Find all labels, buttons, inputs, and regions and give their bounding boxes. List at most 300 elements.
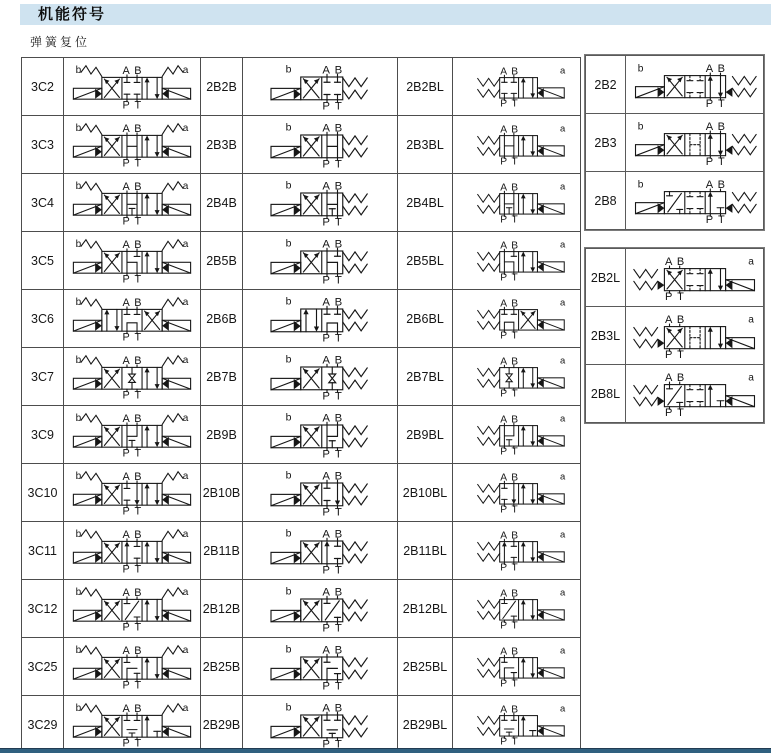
svg-text:T: T bbox=[334, 506, 342, 517]
svg-text:B: B bbox=[134, 412, 142, 425]
valve-symbol-2B5BL bbox=[454, 239, 580, 282]
svg-text:T: T bbox=[134, 447, 142, 458]
symbol-cell bbox=[243, 290, 398, 348]
svg-text:a: a bbox=[559, 355, 565, 367]
symbol-wrap bbox=[453, 406, 580, 463]
model-code: 2B7B bbox=[201, 348, 243, 406]
symbol-cell bbox=[453, 348, 581, 406]
table-row bbox=[22, 174, 581, 232]
symbol-wrap bbox=[64, 580, 200, 637]
model-code: 2B12B bbox=[201, 580, 243, 638]
valve-symbol-3C5 bbox=[65, 238, 199, 283]
svg-text:B: B bbox=[510, 646, 518, 658]
symbol-cell bbox=[453, 522, 581, 580]
valve-symbol-2B4BL bbox=[454, 181, 580, 224]
svg-text:b: b bbox=[285, 701, 292, 714]
svg-text:P: P bbox=[322, 738, 330, 749]
svg-text:b: b bbox=[75, 645, 82, 657]
svg-text:A: A bbox=[122, 296, 130, 309]
valve-symbol-2B9BL bbox=[454, 413, 580, 456]
svg-text:P: P bbox=[322, 216, 330, 227]
svg-text:T: T bbox=[334, 738, 342, 749]
valve-symbol-2B4B bbox=[250, 179, 390, 226]
valve-symbol-2B8L bbox=[627, 371, 763, 417]
svg-text:a: a bbox=[559, 297, 565, 309]
svg-text:B: B bbox=[510, 66, 518, 78]
svg-text:A: A bbox=[322, 122, 330, 135]
svg-text:A: A bbox=[322, 528, 330, 541]
svg-text:T: T bbox=[717, 155, 725, 166]
table-row bbox=[586, 114, 764, 172]
svg-text:B: B bbox=[510, 124, 518, 136]
symbol-wrap bbox=[626, 307, 763, 364]
svg-text:P: P bbox=[705, 97, 713, 108]
svg-text:B: B bbox=[510, 298, 518, 310]
svg-text:B: B bbox=[334, 64, 343, 77]
symbol-wrap bbox=[453, 290, 580, 347]
model-code: 2B7BL bbox=[398, 348, 453, 406]
svg-text:b: b bbox=[75, 703, 82, 715]
symbol-wrap bbox=[626, 56, 763, 113]
symbol-cell bbox=[64, 696, 201, 753]
svg-text:B: B bbox=[510, 704, 518, 716]
svg-text:P: P bbox=[499, 678, 507, 688]
model-code: 3C5 bbox=[22, 232, 64, 290]
svg-text:b: b bbox=[285, 295, 292, 308]
valve-symbol-2B12B bbox=[250, 585, 390, 632]
table-row bbox=[22, 290, 581, 348]
table-row bbox=[22, 232, 581, 290]
svg-text:a: a bbox=[559, 239, 565, 251]
svg-text:T: T bbox=[511, 214, 518, 224]
svg-text:b: b bbox=[285, 353, 292, 366]
svg-text:a: a bbox=[559, 645, 565, 657]
symbol-wrap bbox=[64, 232, 200, 289]
svg-text:A: A bbox=[499, 472, 507, 484]
svg-text:B: B bbox=[134, 702, 142, 715]
svg-text:B: B bbox=[334, 586, 343, 599]
svg-text:T: T bbox=[717, 213, 725, 224]
svg-text:a: a bbox=[182, 703, 189, 715]
svg-text:T: T bbox=[134, 737, 142, 748]
svg-text:A: A bbox=[705, 62, 713, 75]
main-symbols-table bbox=[21, 57, 581, 753]
model-code: 2B3BL bbox=[398, 116, 453, 174]
symbol-cell bbox=[64, 464, 201, 522]
symbol-cell bbox=[64, 174, 201, 232]
svg-text:a: a bbox=[182, 529, 189, 541]
valve-symbol-3C2 bbox=[65, 64, 199, 109]
svg-text:A: A bbox=[122, 354, 130, 367]
symbol-cell bbox=[453, 696, 581, 753]
svg-text:a: a bbox=[559, 123, 565, 135]
svg-text:T: T bbox=[511, 562, 518, 572]
valve-symbol-2B5B bbox=[250, 237, 390, 284]
svg-text:A: A bbox=[122, 180, 130, 193]
svg-text:a: a bbox=[559, 471, 565, 483]
svg-text:P: P bbox=[122, 679, 130, 690]
svg-text:A: A bbox=[664, 255, 672, 268]
table-row bbox=[586, 249, 764, 307]
model-code: 2B3B bbox=[201, 116, 243, 174]
symbol-cell bbox=[453, 580, 581, 638]
svg-text:A: A bbox=[499, 646, 507, 658]
svg-text:A: A bbox=[499, 704, 507, 716]
model-code: 2B3L bbox=[586, 307, 626, 365]
svg-text:T: T bbox=[134, 563, 142, 574]
model-code: 2B25B bbox=[201, 638, 243, 696]
svg-text:P: P bbox=[122, 157, 130, 168]
valve-symbol-2B3BL bbox=[454, 123, 580, 166]
symbol-wrap bbox=[453, 116, 580, 173]
svg-text:P: P bbox=[122, 389, 130, 400]
valve-symbol-3C11 bbox=[65, 528, 199, 573]
table-row bbox=[22, 580, 581, 638]
svg-text:P: P bbox=[705, 213, 713, 224]
svg-text:P: P bbox=[322, 274, 330, 285]
valve-symbol-3C10 bbox=[65, 470, 199, 515]
model-code: 2B2L bbox=[586, 249, 626, 307]
symbol-wrap bbox=[64, 406, 200, 463]
svg-text:a: a bbox=[182, 645, 189, 657]
symbol-cell bbox=[243, 464, 398, 522]
valve-symbol-2B2L bbox=[627, 255, 763, 301]
svg-text:P: P bbox=[122, 99, 130, 110]
valve-symbol-3C6 bbox=[65, 296, 199, 341]
svg-text:P: P bbox=[499, 214, 507, 224]
svg-text:a: a bbox=[559, 65, 565, 77]
model-code: 3C25 bbox=[22, 638, 64, 696]
symbol-cell bbox=[64, 290, 201, 348]
svg-text:b: b bbox=[637, 62, 643, 74]
valve-symbol-2B25B bbox=[250, 643, 390, 690]
svg-text:P: P bbox=[499, 156, 507, 166]
symbol-wrap bbox=[453, 464, 580, 521]
svg-text:a: a bbox=[747, 313, 754, 325]
svg-text:P: P bbox=[705, 155, 713, 166]
svg-text:B: B bbox=[334, 180, 343, 193]
symbol-wrap bbox=[453, 638, 580, 695]
symbol-wrap bbox=[64, 174, 200, 231]
svg-text:T: T bbox=[134, 157, 142, 168]
svg-text:b: b bbox=[75, 413, 82, 425]
right-symbols-table-bottom bbox=[585, 248, 764, 423]
svg-text:B: B bbox=[334, 296, 343, 309]
svg-text:T: T bbox=[334, 158, 342, 169]
valve-symbol-2B2B bbox=[250, 63, 390, 110]
svg-text:b: b bbox=[285, 121, 292, 134]
symbol-wrap bbox=[64, 638, 200, 695]
model-code: 3C2 bbox=[22, 58, 64, 116]
svg-text:b: b bbox=[285, 469, 292, 482]
valve-symbol-3C7 bbox=[65, 354, 199, 399]
svg-text:T: T bbox=[334, 390, 342, 401]
symbol-cell bbox=[64, 58, 201, 116]
page-bottom-rule bbox=[0, 748, 771, 753]
table-row bbox=[22, 522, 581, 580]
svg-text:A: A bbox=[664, 313, 672, 326]
svg-text:A: A bbox=[322, 412, 330, 425]
svg-text:P: P bbox=[322, 506, 330, 517]
svg-text:P: P bbox=[122, 621, 130, 632]
model-code: 3C7 bbox=[22, 348, 64, 406]
symbol-wrap bbox=[243, 58, 397, 115]
symbol-wrap bbox=[64, 58, 200, 115]
valve-symbol-3C29 bbox=[65, 702, 199, 747]
svg-text:a: a bbox=[559, 181, 565, 193]
svg-text:a: a bbox=[182, 123, 189, 135]
valve-symbol-2B29BL bbox=[454, 703, 580, 746]
svg-text:T: T bbox=[334, 622, 342, 633]
svg-text:P: P bbox=[122, 563, 130, 574]
svg-text:T: T bbox=[511, 330, 518, 340]
table-row bbox=[586, 365, 764, 423]
svg-text:P: P bbox=[664, 406, 672, 417]
model-code: 2B6B bbox=[201, 290, 243, 348]
svg-text:a: a bbox=[182, 65, 189, 77]
svg-text:b: b bbox=[285, 411, 292, 424]
valve-symbol-3C3 bbox=[65, 122, 199, 167]
svg-text:B: B bbox=[134, 470, 142, 483]
svg-text:A: A bbox=[499, 298, 507, 310]
model-code: 2B10BL bbox=[398, 464, 453, 522]
svg-text:P: P bbox=[122, 215, 130, 226]
svg-text:T: T bbox=[511, 272, 518, 282]
valve-symbol-2B2 bbox=[627, 62, 763, 108]
symbol-cell bbox=[64, 522, 201, 580]
svg-text:A: A bbox=[122, 64, 130, 77]
svg-text:A: A bbox=[122, 470, 130, 483]
svg-text:P: P bbox=[122, 737, 130, 748]
svg-text:b: b bbox=[285, 527, 292, 540]
symbol-wrap bbox=[64, 116, 200, 173]
table-row bbox=[22, 116, 581, 174]
svg-text:P: P bbox=[122, 447, 130, 458]
svg-text:A: A bbox=[122, 702, 130, 715]
symbol-cell bbox=[626, 56, 764, 114]
symbol-wrap bbox=[453, 232, 580, 289]
symbol-cell bbox=[243, 696, 398, 753]
svg-text:P: P bbox=[322, 332, 330, 343]
svg-text:A: A bbox=[322, 586, 330, 599]
symbol-cell bbox=[64, 406, 201, 464]
svg-text:T: T bbox=[334, 564, 342, 575]
model-code: 2B4B bbox=[201, 174, 243, 232]
svg-text:B: B bbox=[334, 412, 343, 425]
symbol-cell bbox=[243, 174, 398, 232]
model-code: 3C11 bbox=[22, 522, 64, 580]
symbol-wrap bbox=[453, 580, 580, 637]
valve-symbol-2B3 bbox=[627, 120, 763, 166]
svg-text:P: P bbox=[499, 272, 507, 282]
symbol-cell bbox=[243, 232, 398, 290]
svg-text:T: T bbox=[511, 504, 518, 514]
model-code: 3C3 bbox=[22, 116, 64, 174]
svg-text:A: A bbox=[322, 702, 330, 715]
model-code: 3C4 bbox=[22, 174, 64, 232]
svg-text:P: P bbox=[499, 446, 507, 456]
valve-symbol-2B11BL bbox=[454, 529, 580, 572]
valve-symbol-2B12BL bbox=[454, 587, 580, 630]
svg-text:A: A bbox=[322, 180, 330, 193]
svg-text:B: B bbox=[334, 644, 343, 657]
svg-text:b: b bbox=[285, 179, 292, 192]
symbol-wrap bbox=[243, 580, 397, 637]
model-code: 3C9 bbox=[22, 406, 64, 464]
svg-text:A: A bbox=[322, 644, 330, 657]
svg-text:B: B bbox=[134, 64, 142, 77]
symbol-cell bbox=[626, 114, 764, 172]
svg-text:T: T bbox=[134, 99, 142, 110]
svg-text:A: A bbox=[122, 122, 130, 135]
symbol-cell bbox=[243, 116, 398, 174]
symbol-cell bbox=[64, 232, 201, 290]
svg-text:A: A bbox=[499, 588, 507, 600]
symbol-wrap bbox=[626, 365, 763, 422]
valve-symbol-2B3B bbox=[250, 121, 390, 168]
svg-text:T: T bbox=[676, 348, 684, 359]
right-symbols-table-top bbox=[585, 55, 764, 230]
svg-text:T: T bbox=[134, 679, 142, 690]
symbol-wrap bbox=[453, 174, 580, 231]
symbol-cell bbox=[626, 365, 764, 423]
model-code: 3C29 bbox=[22, 696, 64, 753]
svg-text:a: a bbox=[747, 371, 754, 383]
svg-text:B: B bbox=[134, 528, 142, 541]
svg-text:A: A bbox=[499, 356, 507, 368]
symbol-cell bbox=[453, 58, 581, 116]
svg-text:T: T bbox=[511, 736, 518, 746]
valve-symbol-2B10B bbox=[250, 469, 390, 516]
svg-text:b: b bbox=[75, 355, 82, 367]
svg-text:a: a bbox=[747, 255, 754, 267]
valve-symbol-2B7B bbox=[250, 353, 390, 400]
symbol-cell bbox=[453, 232, 581, 290]
valve-symbol-2B9B bbox=[250, 411, 390, 458]
model-code: 2B2B bbox=[201, 58, 243, 116]
symbol-cell bbox=[453, 464, 581, 522]
svg-text:B: B bbox=[334, 238, 343, 251]
valve-symbol-2B11B bbox=[250, 527, 390, 574]
symbol-wrap bbox=[453, 348, 580, 405]
svg-text:B: B bbox=[334, 354, 343, 367]
symbol-cell bbox=[243, 638, 398, 696]
svg-text:b: b bbox=[285, 585, 292, 598]
symbol-cell bbox=[64, 116, 201, 174]
symbol-wrap bbox=[453, 522, 580, 579]
svg-text:b: b bbox=[285, 643, 292, 656]
valve-symbol-2B29B bbox=[250, 701, 390, 748]
symbol-wrap bbox=[64, 290, 200, 347]
model-code: 2B10B bbox=[201, 464, 243, 522]
svg-text:T: T bbox=[511, 156, 518, 166]
symbol-wrap bbox=[243, 232, 397, 289]
svg-text:B: B bbox=[510, 182, 518, 194]
svg-text:b: b bbox=[75, 297, 82, 309]
svg-text:b: b bbox=[75, 529, 82, 541]
svg-text:B: B bbox=[510, 472, 518, 484]
svg-text:A: A bbox=[322, 238, 330, 251]
spring-return-label: 弹簧复位 bbox=[30, 35, 91, 49]
svg-text:P: P bbox=[664, 348, 672, 359]
valve-symbol-3C12 bbox=[65, 586, 199, 631]
svg-text:P: P bbox=[322, 448, 330, 459]
symbol-wrap bbox=[243, 116, 397, 173]
symbol-wrap bbox=[243, 638, 397, 695]
model-code: 2B29B bbox=[201, 696, 243, 753]
svg-text:a: a bbox=[182, 181, 189, 193]
svg-text:T: T bbox=[334, 216, 342, 227]
svg-text:a: a bbox=[182, 471, 189, 483]
svg-text:B: B bbox=[676, 255, 684, 268]
svg-text:A: A bbox=[122, 586, 130, 599]
symbol-wrap bbox=[243, 174, 397, 231]
symbol-cell bbox=[243, 522, 398, 580]
valve-symbol-3C4 bbox=[65, 180, 199, 225]
svg-text:T: T bbox=[134, 505, 142, 516]
symbol-cell bbox=[453, 174, 581, 232]
svg-text:B: B bbox=[510, 530, 518, 542]
table-row bbox=[22, 638, 581, 696]
svg-text:T: T bbox=[334, 680, 342, 691]
svg-text:P: P bbox=[499, 504, 507, 514]
svg-text:b: b bbox=[75, 587, 82, 599]
svg-text:T: T bbox=[334, 332, 342, 343]
model-code: 2B11B bbox=[201, 522, 243, 580]
model-code: 3C12 bbox=[22, 580, 64, 638]
svg-text:B: B bbox=[510, 588, 518, 600]
svg-text:B: B bbox=[717, 62, 725, 75]
symbol-wrap bbox=[243, 290, 397, 347]
svg-text:A: A bbox=[499, 240, 507, 252]
table-row bbox=[22, 696, 581, 753]
svg-text:A: A bbox=[322, 354, 330, 367]
svg-text:a: a bbox=[559, 587, 565, 599]
svg-text:B: B bbox=[134, 238, 142, 251]
svg-text:P: P bbox=[499, 562, 507, 572]
model-code: 2B11BL bbox=[398, 522, 453, 580]
svg-text:A: A bbox=[122, 238, 130, 251]
symbol-wrap bbox=[626, 114, 763, 171]
svg-text:P: P bbox=[122, 505, 130, 516]
svg-text:b: b bbox=[75, 65, 82, 77]
svg-text:a: a bbox=[559, 703, 565, 715]
svg-text:b: b bbox=[75, 239, 82, 251]
symbol-wrap bbox=[64, 522, 200, 579]
svg-text:T: T bbox=[511, 388, 518, 398]
svg-text:P: P bbox=[499, 736, 507, 746]
svg-text:P: P bbox=[322, 158, 330, 169]
symbol-cell bbox=[453, 116, 581, 174]
table-row bbox=[586, 307, 764, 365]
svg-text:A: A bbox=[499, 182, 507, 194]
symbol-wrap bbox=[64, 696, 200, 753]
symbol-cell bbox=[453, 406, 581, 464]
svg-text:B: B bbox=[134, 180, 142, 193]
svg-text:T: T bbox=[134, 215, 142, 226]
valve-symbol-3C9 bbox=[65, 412, 199, 457]
svg-text:a: a bbox=[182, 587, 189, 599]
svg-text:T: T bbox=[676, 406, 684, 417]
svg-text:A: A bbox=[664, 371, 672, 384]
svg-text:P: P bbox=[322, 564, 330, 575]
valve-symbol-2B8 bbox=[627, 178, 763, 224]
svg-text:T: T bbox=[511, 98, 518, 108]
svg-text:T: T bbox=[511, 678, 518, 688]
svg-text:T: T bbox=[334, 274, 342, 285]
svg-text:T: T bbox=[134, 331, 142, 342]
model-code: 2B2BL bbox=[398, 58, 453, 116]
